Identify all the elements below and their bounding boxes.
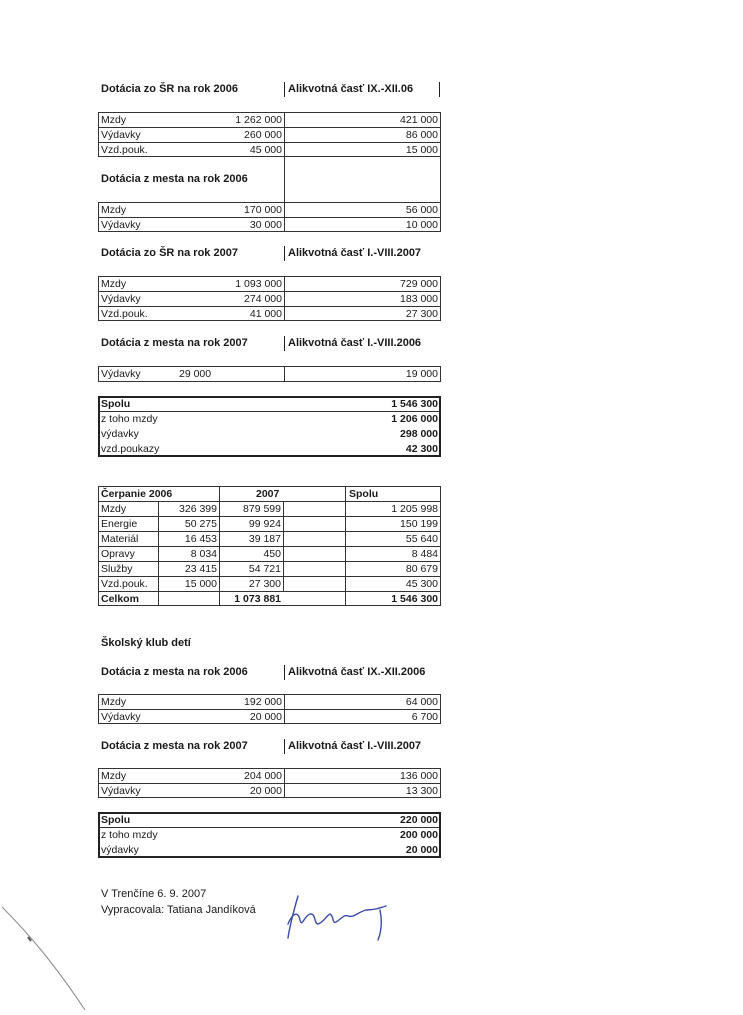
total-label: vzd.poukazy <box>101 443 160 455</box>
row-value: 274 000 <box>244 293 282 305</box>
row-label: Výdavky <box>101 785 141 797</box>
aliquot-title: Alikvotná časť IX.-XII.06 <box>288 83 414 95</box>
row-label: Mzdy <box>101 114 127 126</box>
column-divider <box>284 336 285 351</box>
total-label: výdavky <box>101 844 139 856</box>
total-2007: 1 073 881 <box>234 593 281 605</box>
row-aliquot-value: 19 000 <box>405 368 438 380</box>
aliquot-title: Alikvotná časť I.-VIII.2006 <box>288 337 422 349</box>
cell-2006: 50 275 <box>184 518 217 530</box>
row-value: 1 093 000 <box>235 278 282 290</box>
handwritten-signature <box>270 880 400 960</box>
column-header: Spolu <box>349 488 379 500</box>
table-divider <box>284 366 285 382</box>
row-value: 1 262 000 <box>235 114 282 126</box>
cell-2006: 16 453 <box>184 533 217 545</box>
aliquot-title: Alikvotná časť IX.-XII.2006 <box>288 666 426 678</box>
row-value: 29 000 <box>179 368 212 380</box>
cell-spolu: 8 484 <box>411 548 438 560</box>
row-aliquot-value: 56 000 <box>405 204 438 216</box>
aliquot-title: Alikvotná časť I.-VIII.2007 <box>288 247 422 259</box>
total-value: 298 000 <box>400 428 438 440</box>
row-label: Výdavky <box>101 293 141 305</box>
cell-spolu: 45 300 <box>405 578 438 590</box>
cell-spolu: 55 640 <box>405 533 438 545</box>
row-value: 41 000 <box>249 308 282 320</box>
row-value: 192 000 <box>244 696 282 708</box>
row-aliquot-value: 136 000 <box>400 770 438 782</box>
section-title: Dotácia z mesta na rok 2007 <box>101 740 248 752</box>
row-label: Služby <box>101 563 133 575</box>
cell-2007: 450 <box>263 548 281 560</box>
row-label: Mzdy <box>101 278 127 290</box>
total-value: 220 000 <box>400 814 438 826</box>
section-title: Dotácia zo ŠR na rok 2006 <box>101 83 238 95</box>
total-value: 200 000 <box>400 829 438 841</box>
section-title: Dotácia zo ŠR na rok 2007 <box>101 247 238 259</box>
row-label: Mzdy <box>101 696 127 708</box>
row-aliquot-value: 421 000 <box>400 114 438 126</box>
total-spolu: 1 546 300 <box>391 593 438 605</box>
row-aliquot-value: 27 300 <box>405 308 438 320</box>
cell-2007: 27 300 <box>248 578 281 590</box>
row-value: 20 000 <box>249 711 282 723</box>
cell-2006: 15 000 <box>184 578 217 590</box>
table-divider <box>284 276 285 321</box>
column-divider <box>284 157 285 202</box>
row-label: Opravy <box>101 548 135 560</box>
column-header: 2007 <box>256 488 280 500</box>
total-label: z toho mzdy <box>101 413 158 425</box>
total-label: z toho mzdy <box>101 829 158 841</box>
row-value: 260 000 <box>244 129 282 141</box>
cell-spolu: 150 199 <box>400 518 438 530</box>
row-value: 30 000 <box>249 219 282 231</box>
row-label: Materiál <box>101 533 139 545</box>
total-label: Spolu <box>101 814 131 826</box>
column-divider <box>440 157 441 202</box>
total-value: 1 206 000 <box>391 413 438 425</box>
row-aliquot-value: 86 000 <box>405 129 438 141</box>
row-label: Mzdy <box>101 503 127 515</box>
section-title: Dotácia z mesta na rok 2006 <box>101 173 248 185</box>
scan-edge-mark <box>0 905 100 1015</box>
cell-2006: 23 415 <box>184 563 217 575</box>
column-header: Čerpanie 2006 <box>101 488 173 500</box>
total-label: Celkom <box>101 593 139 605</box>
cell-2007: 39 187 <box>248 533 281 545</box>
row-aliquot-value: 10 000 <box>405 219 438 231</box>
cell-2006: 8 034 <box>190 548 217 560</box>
row-value: 204 000 <box>244 770 282 782</box>
row-aliquot-value: 15 000 <box>405 144 438 156</box>
cell-2007: 54 721 <box>248 563 281 575</box>
row-label: Energie <box>101 518 138 530</box>
row-label: Vzd.pouk. <box>101 308 148 320</box>
cell-2007: 879 599 <box>243 503 281 515</box>
row-aliquot-value: 13 300 <box>405 785 438 797</box>
row-label: Výdavky <box>101 368 141 380</box>
cell-spolu: 1 205 998 <box>391 503 438 515</box>
total-value: 1 546 300 <box>391 398 438 410</box>
aliquot-title: Alikvotná časť I.-VIII.2007 <box>288 740 422 752</box>
column-divider <box>284 739 285 754</box>
table-divider <box>284 112 285 157</box>
section-title: Dotácia z mesta na rok 2006 <box>101 666 248 678</box>
column-divider <box>439 82 440 97</box>
row-label: Mzdy <box>101 770 127 782</box>
row-aliquot-value: 729 000 <box>400 278 438 290</box>
row-aliquot-value: 6 700 <box>411 711 438 723</box>
row-aliquot-value: 64 000 <box>405 696 438 708</box>
club-title: Školský klub detí <box>101 637 191 649</box>
total-label: výdavky <box>101 428 139 440</box>
place-date: V Trenčíne 6. 9. 2007 <box>101 888 207 900</box>
total-label: Spolu <box>101 398 131 410</box>
cell-spolu: 80 679 <box>405 563 438 575</box>
row-value: 20 000 <box>249 785 282 797</box>
total-value: 20 000 <box>405 844 438 856</box>
row-label: Výdavky <box>101 219 141 231</box>
total-value: 42 300 <box>405 443 438 455</box>
column-divider <box>284 82 285 97</box>
row-label: Vzd.pouk. <box>101 144 148 156</box>
row-aliquot-value: 183 000 <box>400 293 438 305</box>
row-label: Mzdy <box>101 204 127 216</box>
row-label: Vzd.pouk. <box>101 578 148 590</box>
row-value: 170 000 <box>244 204 282 216</box>
section-title: Dotácia z mesta na rok 2007 <box>101 337 248 349</box>
row-value: 45 000 <box>249 144 282 156</box>
column-divider <box>284 246 285 261</box>
prepared-by: Vypracovala: Tatiana Jandíková <box>101 904 256 916</box>
cell-2007: 99 924 <box>248 518 281 530</box>
row-label: Výdavky <box>101 129 141 141</box>
cell-2006: 326 399 <box>179 503 217 515</box>
row-label: Výdavky <box>101 711 141 723</box>
column-divider <box>284 665 285 680</box>
